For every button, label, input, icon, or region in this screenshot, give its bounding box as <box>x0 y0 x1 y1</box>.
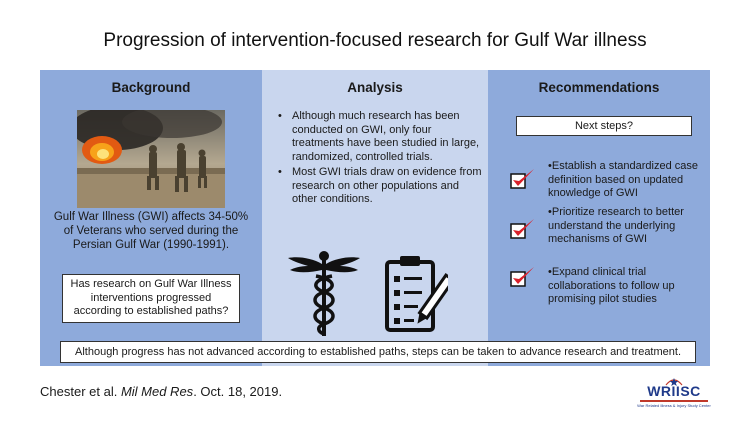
recommendation-item: •Expand clinical trial collaborations to follow up promising pilot studies <box>548 266 675 305</box>
background-text: Gulf War Illness (GWI) affects 34-50% of Veterans who served during the Persian Gulf War (1990-1991). <box>53 211 249 251</box>
analysis-heading: Analysis <box>347 80 403 95</box>
wriisc-logo <box>634 374 714 414</box>
background-heading: Background <box>111 80 191 95</box>
recommendation-item: •Establish a standardized case definition based on updated knowledge of GWI <box>548 160 698 199</box>
analysis-bullet: • Although much research has been conducted on GWI, only four treatments have been studied in large, randomized, controlled trials. <box>274 110 482 164</box>
analysis-bullet: • Most GWI trials draw on evidence from research on other populations and other conditions. <box>274 166 482 207</box>
gulf-war-photo <box>77 110 225 208</box>
summary-box: Although progress has not advanced according to established paths, steps can be taken to advance research and treatment. <box>60 341 696 363</box>
logo-underline <box>640 400 708 402</box>
citation-date: . Oct. 18, 2019. <box>193 384 283 399</box>
citation-authors: Chester et al. <box>40 384 121 399</box>
citation-journal: Mil Med Res <box>120 384 194 399</box>
recommendations-panel <box>488 70 710 366</box>
clipboard-icon <box>384 254 448 336</box>
background-panel <box>40 70 262 366</box>
analysis-panel <box>262 70 488 366</box>
page-title: Progression of intervention-focused research for Gulf War illness <box>103 30 647 51</box>
checkbox-checked-icon <box>510 266 536 288</box>
recommendation-item: •Prioritize research to better understand the underlying mechanisms of GWI <box>548 206 684 245</box>
logo-subtitle: War Related Illness & Injury Study Center <box>637 403 711 408</box>
recommendations-heading: Recommendations <box>538 80 660 95</box>
checkbox-checked-icon <box>510 168 536 190</box>
logo-wordmark: WRIISC <box>647 383 701 399</box>
citation <box>40 384 282 399</box>
caduceus-icon <box>286 250 362 338</box>
checkbox-checked-icon <box>510 218 536 240</box>
research-question-box: Has research on Gulf War Illness interventions progressed according to established paths? <box>62 274 240 323</box>
next-steps-box: Next steps? <box>516 116 692 136</box>
analysis-bullets <box>274 110 482 209</box>
